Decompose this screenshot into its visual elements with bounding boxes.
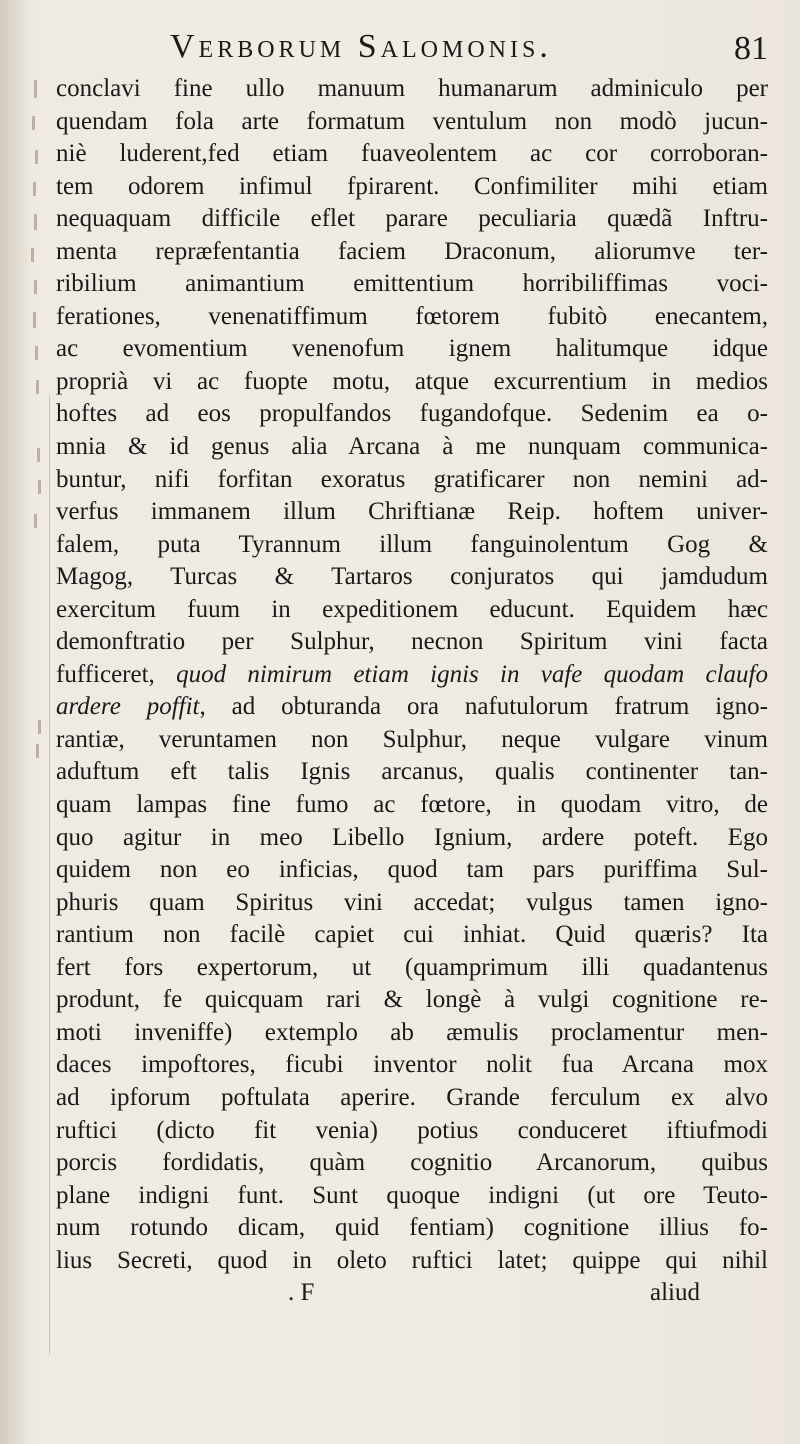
margin-mark — [34, 80, 37, 98]
margin-rule — [49, 395, 50, 1355]
text-line: quo agitur in meo Libello Ignium, ardere poteft. Ego — [56, 823, 768, 851]
text-line: quam lampas fine fumo ac fœtore, in quodam vitro, de — [56, 791, 768, 819]
text-line: mnia & id genus alia Arcana à me nunquam communica- — [56, 433, 768, 461]
text-line: tem odorem infimul fpirarent. Confimiliter mihi etiam — [56, 172, 768, 200]
text-line: rantiæ, veruntamen non Sulphur, neque vulgare vinum — [56, 725, 768, 753]
text-line: ruftici (dicto fit venia) potius conduceret iftiufmodi — [56, 1116, 768, 1144]
text-line: demonftratio per Sulphur, necnon Spiritum vini facta — [56, 628, 768, 656]
page-header — [170, 28, 790, 72]
margin-mark — [31, 248, 34, 262]
margin-mark — [33, 182, 36, 196]
text-line: aduftum eft talis Ignis arcanus, qualis continenter tan- — [56, 758, 768, 786]
margin-mark — [32, 116, 35, 130]
text-line: ad ipforum poftulata aperire. Grande ferculum ex alvo — [56, 1083, 768, 1111]
margin-mark — [34, 280, 37, 294]
gutter-shadow — [0, 0, 30, 1444]
margin-mark — [37, 448, 40, 462]
body-text — [56, 73, 768, 1310]
text-line: nequaquam difficile eflet parare peculiaria quædã Inftru- — [56, 205, 768, 233]
text-line: rantium non facilè capiet cui inhiat. Quid quæris? Ita — [56, 921, 768, 949]
text-line: menta repræfentantia faciem Draconum, aliorumve ter- — [56, 237, 768, 265]
text-line: ac evomentium venenofum ignem halitumque idque — [56, 335, 768, 363]
text-line: falem, puta Tyrannum illum fanguinolentum Gog & — [56, 530, 768, 558]
text-line: fert fors expertorum, ut (quamprimum illi quadantenus — [56, 953, 768, 981]
text-line: exercitum fuum in expeditionem educunt. Equidem hæc — [56, 595, 768, 623]
text-line: phuris quam Spiritus vini accedat; vulgus tamen igno- — [56, 888, 768, 916]
text-line: ferationes, venenatiffimum fœtorem fubitò enecantem, — [56, 302, 768, 330]
text-line: produnt, fe quicquam rari & longè à vulgi cognitione re- — [56, 986, 768, 1014]
margin-mark — [36, 380, 39, 394]
text-line: quidem non eo inficias, quod tam pars puriffima Sul- — [56, 856, 768, 884]
margin-mark — [35, 150, 38, 164]
text-line: Magog, Turcas & Tartaros conjuratos qui jamdudum — [56, 563, 768, 591]
margin-mark — [36, 744, 39, 758]
catchword: aliud — [650, 1279, 700, 1307]
running-head: Verborum Salomonis. — [170, 28, 552, 65]
text-line: hoftes ad eos propulfandos fugandofque. Sedenim ea o- — [56, 400, 768, 428]
text-line: porcis fordidatis, quàm cognitio Arcanorum, quibus — [56, 1149, 768, 1177]
text-line: daces impoftores, ficubi inventor nolit fua Arcana mox — [56, 1051, 768, 1079]
page-number: 81 — [734, 30, 768, 67]
margin-mark — [34, 214, 37, 230]
margin-mark — [35, 346, 38, 360]
text-line: niè luderent,fed etiam fuaveolentem ac cor corroboran- — [56, 140, 768, 168]
text-line: buntur, nifi forfitan exoratus gratificarer non nemini ad- — [56, 465, 768, 493]
text-line: quendam fola arte formatum ventulum non modò jucun- — [56, 107, 768, 135]
text-line: lius Secreti, quod in oleto ruftici latet; quippe qui nihil — [56, 1246, 768, 1274]
signature-mark: . F — [288, 1279, 315, 1307]
text-line: proprià vi ac fuopte motu, atque excurrentium in medios — [56, 367, 768, 395]
margin-mark — [38, 480, 41, 494]
margin-mark — [34, 514, 37, 528]
text-line: num rotundo dicam, quid fentiam) cognitione illius fo- — [56, 1214, 768, 1242]
text-line: conclavi fine ullo manuum humanarum adminiculo per — [56, 75, 768, 102]
margin-mark — [33, 312, 36, 328]
page-footer — [56, 1277, 768, 1310]
text-line: verfus immanem illum Chriftianæ Reip. hoftem univer- — [56, 498, 768, 526]
text-line: moti inveniffe) extemplo ab æmulis proclamentur men- — [56, 1018, 768, 1046]
text-line: ribilium animantium emittentium horribiliffimas voci- — [56, 270, 768, 298]
margin-mark — [38, 720, 41, 734]
text-line: fufficeret, quod nimirum etiam ignis in vafe quodam claufo — [56, 660, 768, 688]
text-line: plane indigni funt. Sunt quoque indigni (ut ore Teuto- — [56, 1181, 768, 1209]
text-line: ardere poffit, ad obturanda ora nafutulorum fratrum igno- — [56, 693, 769, 721]
margin-marks — [28, 80, 42, 1130]
